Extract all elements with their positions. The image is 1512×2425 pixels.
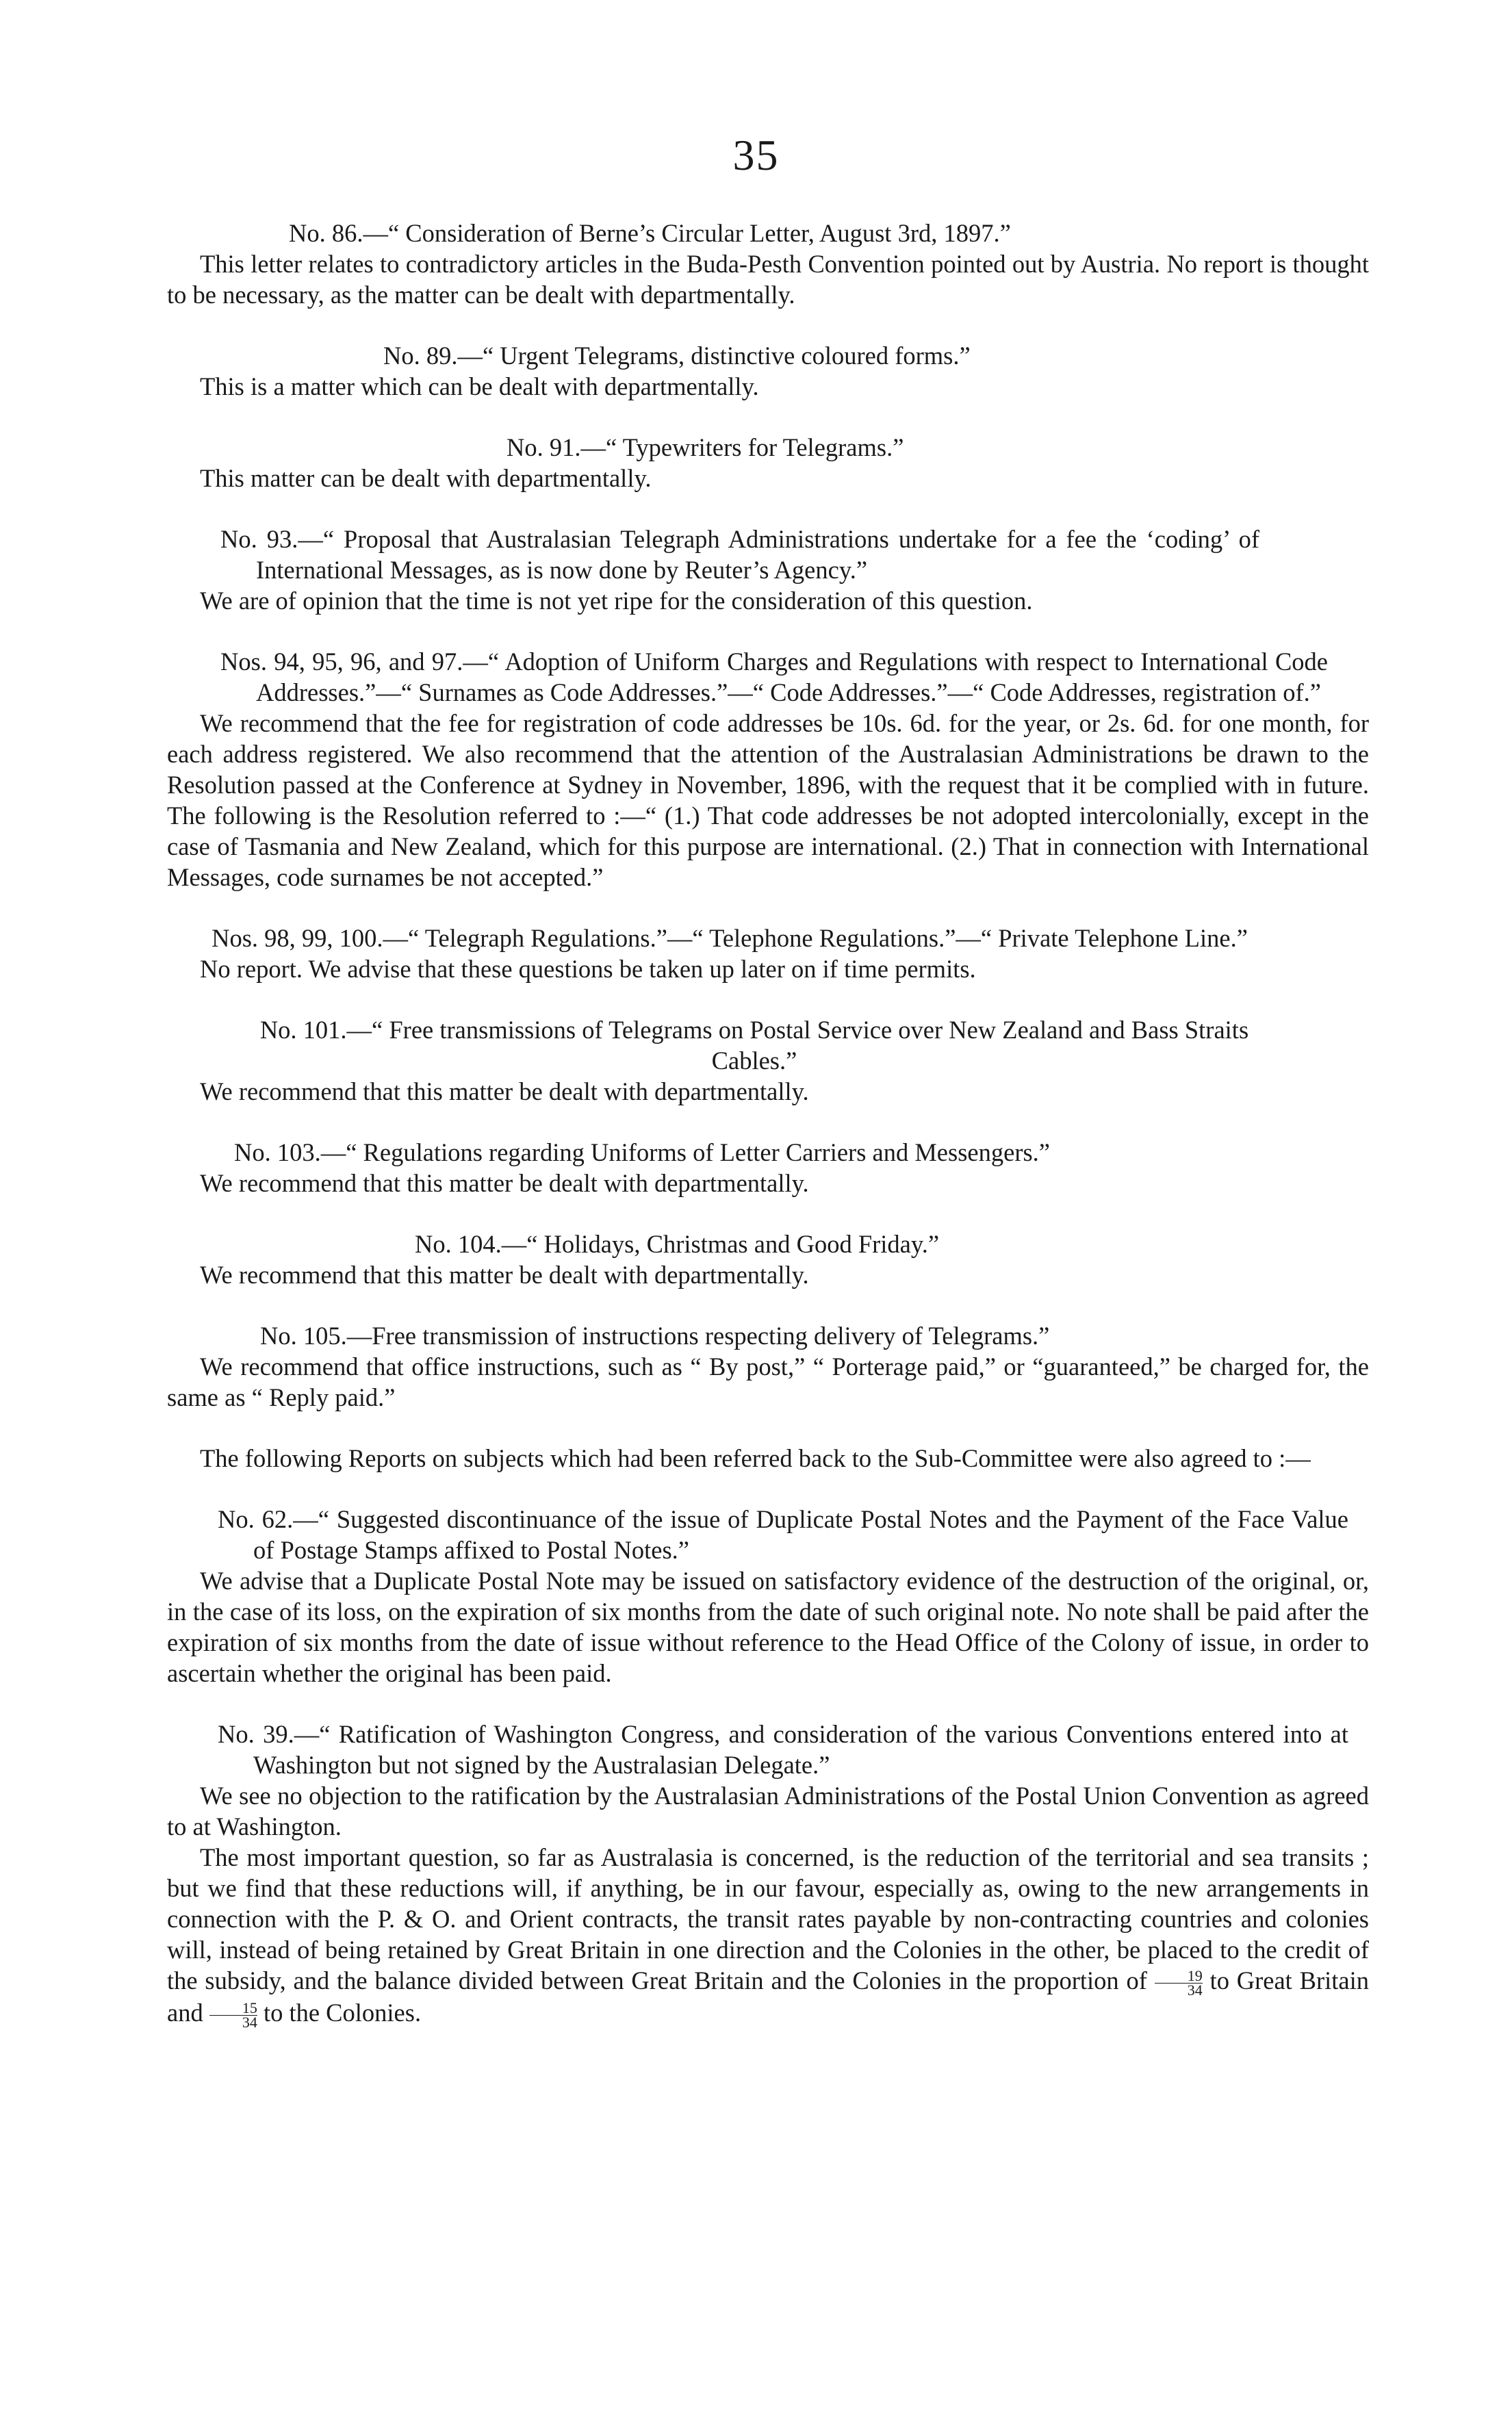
fraction-numerator: 15 xyxy=(242,1999,257,2017)
entry-body: No report. We advise that these questions be taken up later on if time permits. xyxy=(200,955,976,983)
fraction-great-britain xyxy=(1155,1969,1203,1997)
page-number: 35 xyxy=(732,131,780,179)
entry-93 xyxy=(167,524,1369,616)
entry-heading: No. 39.—“ Ratification of Washington Congress, and consideration of the various Conventions entered into at Washington but not signed by the Australasian Delegate.” xyxy=(218,1720,1348,1779)
entry-39 xyxy=(167,1719,1369,2029)
entry-98-100 xyxy=(167,923,1369,984)
entry-heading: No. 103.—“ Regulations regarding Uniforms of Letter Carriers and Messengers.” xyxy=(234,1138,1051,1166)
entry-heading: Nos. 98, 99, 100.—“ Telegraph Regulations.”—“ Telephone Regulations.”—“ Private Telephone Line.” xyxy=(212,924,1248,952)
entry-body: We recommend that this matter be dealt with departmentally. xyxy=(200,1261,809,1289)
entry-body: This matter can be dealt with departmentally. xyxy=(200,464,652,492)
entry-heading: No. 105.—Free transmission of instructions respecting delivery of Telegrams.” xyxy=(260,1322,1050,1350)
entry-heading: No. 91.—“ Typewriters for Telegrams.” xyxy=(507,433,904,461)
entry-body: We recommend that this matter be dealt with departmentally. xyxy=(200,1077,809,1105)
fraction-denominator: 34 xyxy=(209,2015,257,2029)
entry-heading: No. 89.—“ Urgent Telegrams, distinctive coloured forms.” xyxy=(383,342,971,370)
entry-heading: No. 93.—“ Proposal that Australasian Telegraph Administrations undertake for a fee the ‘coding’ of International Messages, as is now done by Reuter’s Agency.” xyxy=(220,525,1259,584)
referred-intro: The following Reports on subjects which had been referred back to the Sub-Committee were also agreed to :— xyxy=(200,1444,1311,1472)
entry-103 xyxy=(167,1137,1369,1198)
entry-104 xyxy=(167,1229,1369,1290)
entry-body: We recommend that the fee for registration of code addresses be 10s. 6d. for the year, or 2s. 6d. for one month, for each address registered. We also recommend that the attention of the Australasian Administrations be drawn to the Resolution passed at the Conference at Sydney in November, 1896, with the request that it be complied with in future. The following is the Resolution referred to :—“ (1.) That code addresses be not adopted intercolonially, except in the case of Tasmania and New Zealand, which for this purpose are international. (2.) That in connection with International Messages, code surnames be not accepted.” xyxy=(167,709,1369,891)
entry-heading: No. 104.—“ Holidays, Christmas and Good Friday.” xyxy=(415,1230,940,1258)
entry-body-continued xyxy=(167,1842,1369,2029)
entry-heading: No. 101.—“ Free transmissions of Telegrams on Postal Service over New Zealand and Bass Straits Cables.” xyxy=(259,1016,1249,1075)
entry-body: We see no objection to the ratification by the Australasian Administrations of the Postal Union Convention as agreed to at Washington. xyxy=(167,1782,1369,1840)
entry-62 xyxy=(167,1504,1369,1689)
entry-105 xyxy=(167,1320,1369,1413)
fraction-numerator: 19 xyxy=(1187,1967,1203,1985)
entry-heading: Nos. 94, 95, 96, and 97.—“ Adoption of Uniform Charges and Regulations with respect to International Code Addresses.”—“ Surnames as Code Addresses.”—“ Code Addresses.”—“ Code Addresses, registration of.” xyxy=(220,647,1328,706)
entry-body: We advise that a Duplicate Postal Note may be issued on satisfactory evidence of the destruction of the original, or, in the case of its loss, on the expiration of six months from the date of such original note. No note shall be paid after the expiration of six months from the date of issue without reference to the Head Office of the Colony of issue, in order to ascertain whether the original has been paid. xyxy=(167,1567,1369,1687)
fraction-denominator: 34 xyxy=(1155,1983,1203,1997)
entry-91 xyxy=(167,432,1369,493)
fraction-colonies xyxy=(209,2001,257,2029)
entry-body: This letter relates to contradictory articles in the Buda-Pesth Convention pointed out by Austria. No report is thought to be necessary, as the matter can be dealt with departmentally. xyxy=(167,250,1369,309)
page-content xyxy=(167,218,1369,2029)
entry-86 xyxy=(167,218,1369,310)
entry-89 xyxy=(167,340,1369,402)
entry-body-text: The most important question, so far as Australasia is concerned, is the reduction of the territorial and sea transits ; but we find that these reductions will, if anything, be in our favour, especially as, owing to the new arrangements in connection with the P. & O. and Orient contracts, the transit rates payable by non-contracting countries and colonies will, instead of being retained by Great Britain in one direction and the Colonies in the other, be placed to the credit of the subsidy, and the balance divided between Great Britain and the Colonies in the proportion of xyxy=(167,1843,1369,1994)
entry-heading: No. 86.—“ Consideration of Berne’s Circular Letter, August 3rd, 1897.” xyxy=(289,219,1011,247)
entry-body: We are of opinion that the time is not yet ripe for the consideration of this question. xyxy=(200,587,1033,615)
entry-body: This is a matter which can be dealt with departmentally. xyxy=(200,372,759,400)
entry-101 xyxy=(167,1014,1369,1107)
entry-body-text: to Great Britain and xyxy=(167,1966,1370,2027)
entry-body-text: to the Colonies. xyxy=(263,1999,422,2027)
entry-heading: No. 62.—“ Suggested discontinuance of the issue of Duplicate Postal Notes and the Payment of the Face Value of Postage Stamps affixed to Postal Notes.” xyxy=(218,1505,1348,1564)
entry-94-97 xyxy=(167,646,1369,893)
entry-body: We recommend that office instructions, such as “ By post,” “ Porterage paid,” or “guaranteed,” be charged for, the same as “ Reply paid.” xyxy=(167,1352,1369,1411)
entry-body: We recommend that this matter be dealt with departmentally. xyxy=(200,1169,809,1197)
